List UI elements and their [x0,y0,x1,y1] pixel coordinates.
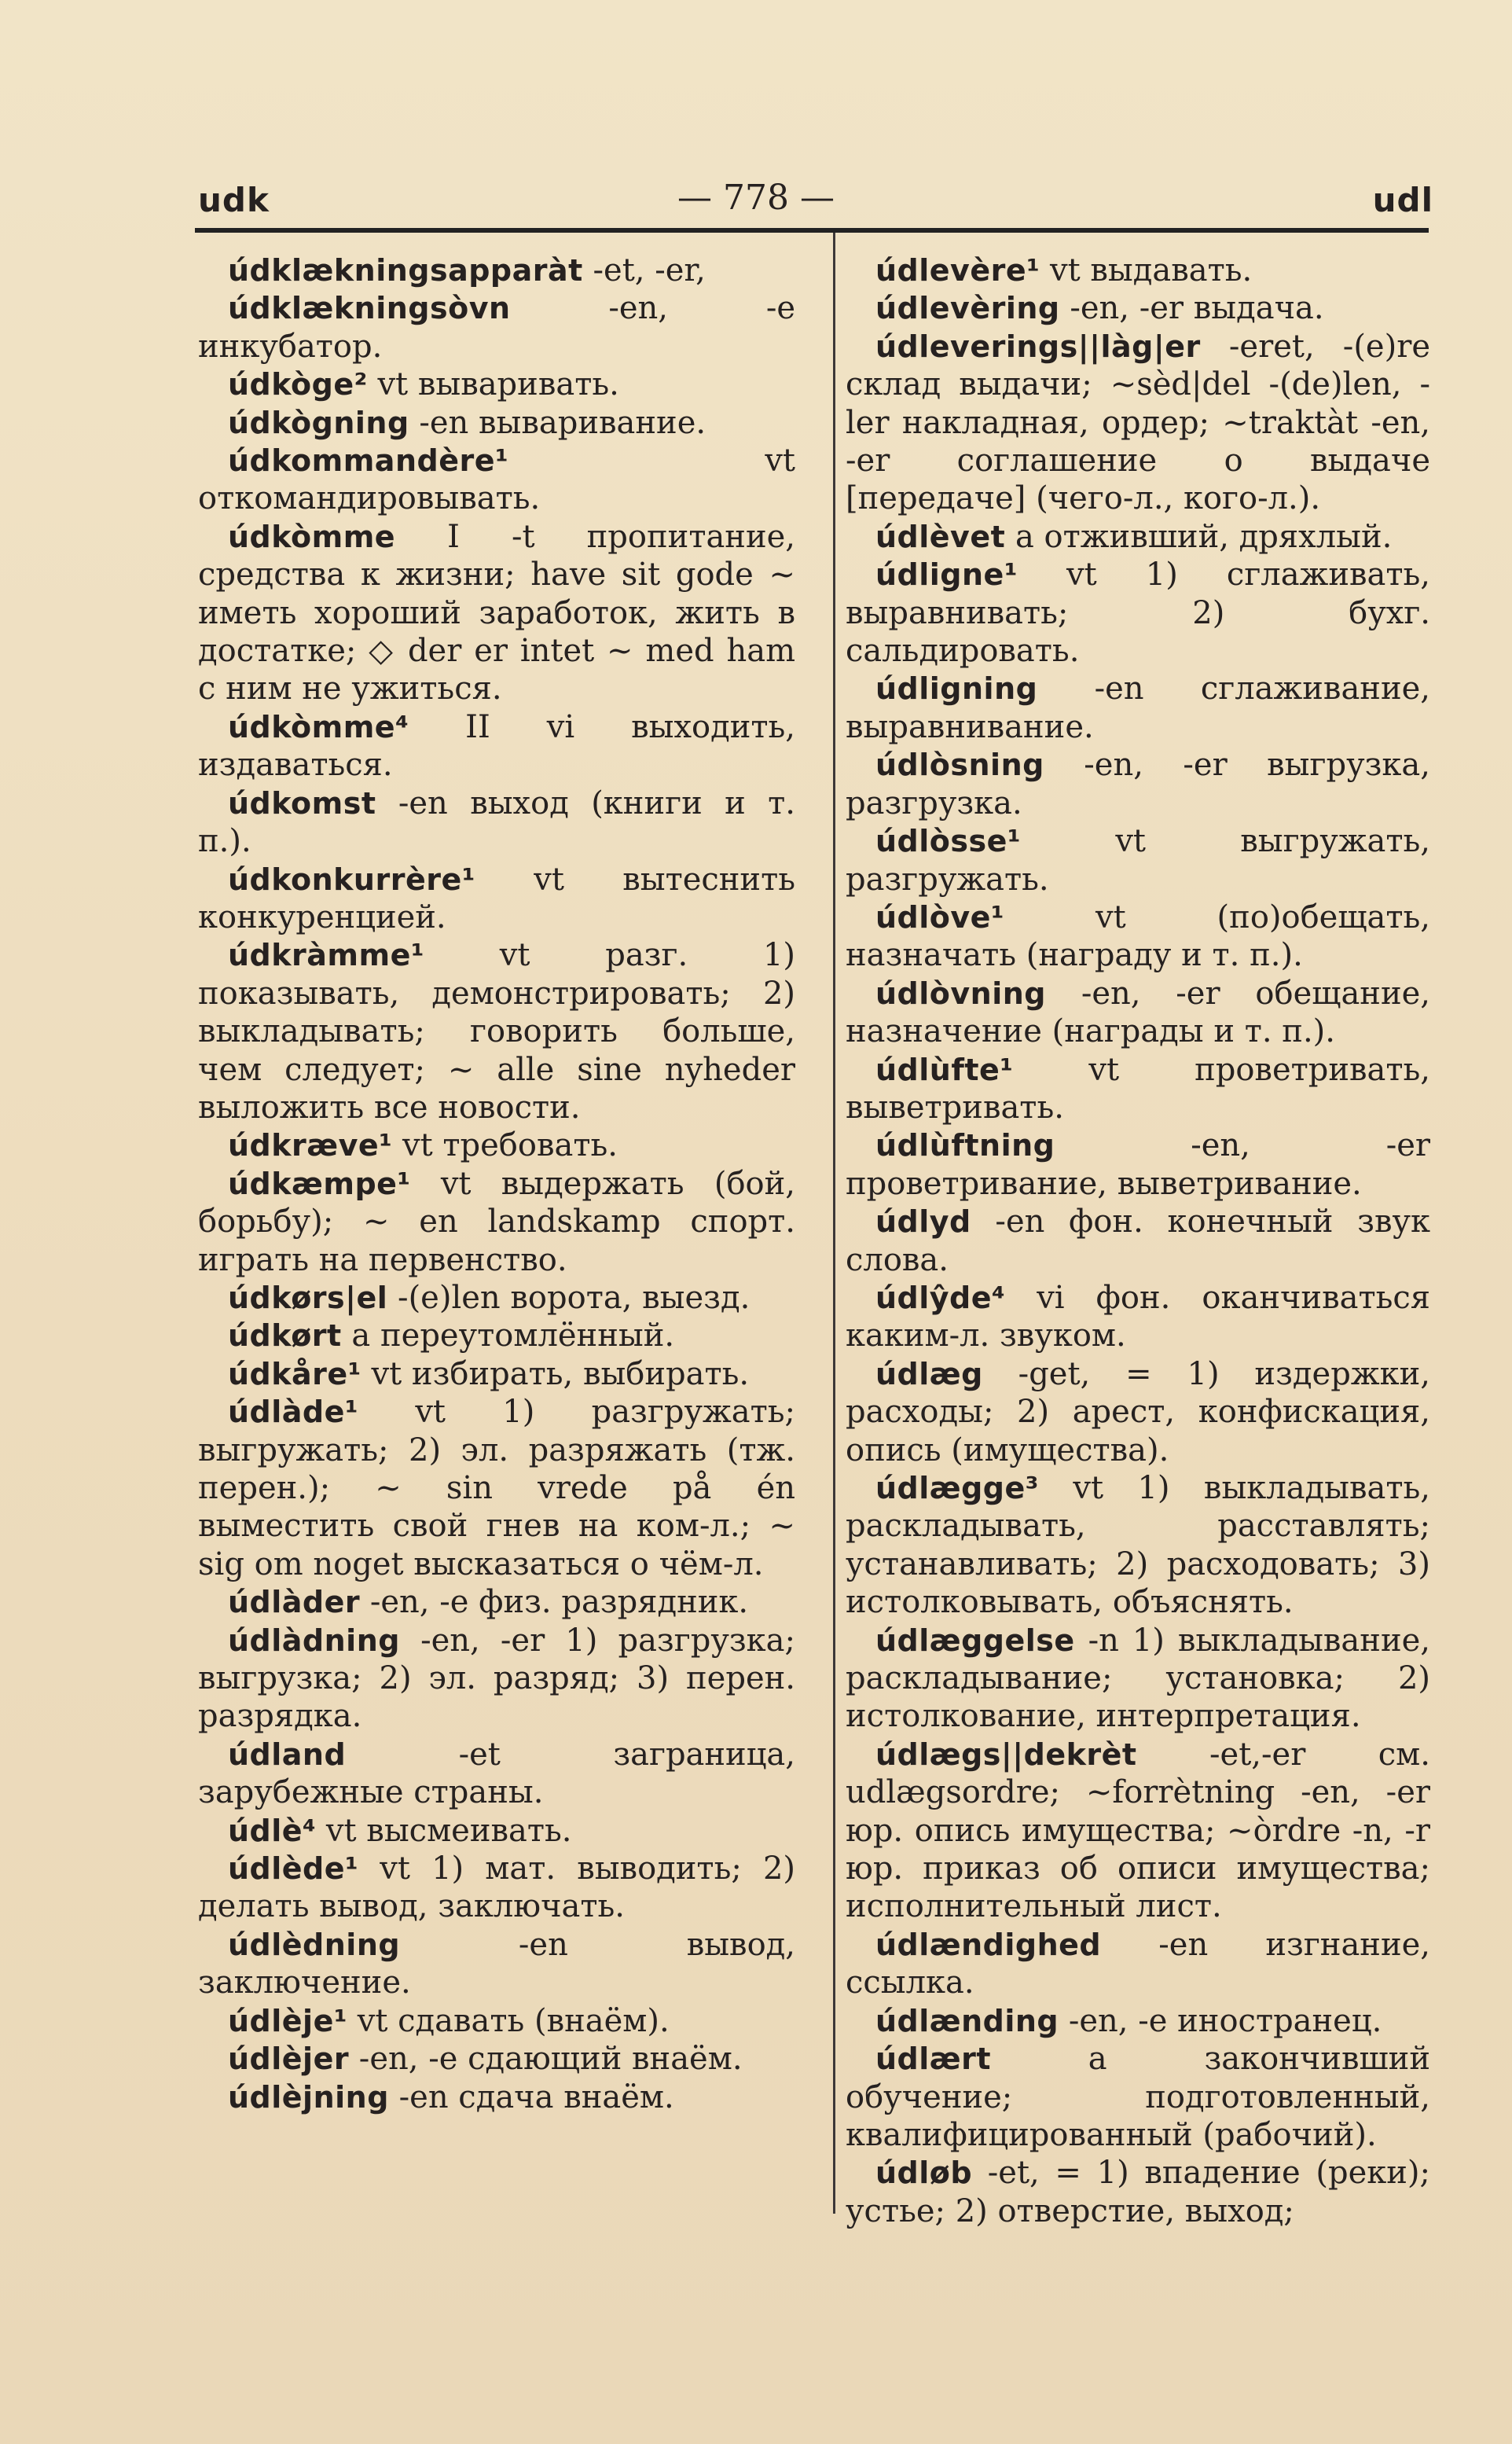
right-column [846,252,1430,2230]
entry-headword: údkomst [228,785,376,821]
dictionary-entry [198,2040,795,2078]
dictionary-entry [198,1812,795,1850]
entry-headword: údløb [875,2155,973,2191]
entry-text: -et, -er, [582,252,706,289]
entry-text: -en, -er выдача. [1059,290,1324,327]
entry-text: a переутомлённый. [341,1318,675,1354]
dictionary-entry [198,936,795,1126]
entry-text: I -t пропитание, средства к жизни; have sit gode ~ иметь хороший заработок, жить в достатке; ◇ der er intet ~ med ham с ним не ужиться. [198,518,795,707]
entry-headword: údlòsning [875,748,1044,783]
dictionary-entry [198,1583,795,1621]
entry-headword: údlèjer [228,2042,350,2077]
entry-text: vt выдержать (бой, борьбу); ~ en landskamp спорт. играть на первенство. [198,1165,795,1278]
entry-headword: údkonkurrère¹ [228,862,475,897]
entry-text: vt высмеивать. [316,1812,572,1849]
entry-headword: údlevère¹ [875,253,1040,288]
dictionary-entry [846,1203,1430,1279]
entry-headword: údlèvet [875,519,1006,554]
dictionary-entry [198,1126,795,1164]
entry-text: -en вывод, заключение. [198,1926,795,2001]
entry-headword: údlòve¹ [875,899,1005,935]
entry-text: -en сдача внаём. [388,2078,674,2115]
entry-headword: údlyd [875,1204,971,1240]
entry-headword: údligne¹ [875,557,1018,593]
entry-text: -en, -e инкубатор. [198,290,795,365]
dictionary-entry [846,822,1430,899]
dictionary-entry [846,289,1430,327]
entry-headword: údlæg [875,1356,983,1391]
entry-text: vt разг. 1) показывать, демонстрировать; 2) выкладывать; говорить больше, чем следует; ~ alle sine nyheder выложить все новости. [198,937,795,1126]
entry-headword: údlùftning [875,1128,1055,1163]
dictionary-entry [846,1736,1430,1926]
entry-text: -et, = 1) впадение (реки); устье; 2) отверстие, выход; [846,2155,1430,2229]
dictionary-entry [198,861,795,937]
dictionary-entry [846,746,1430,822]
dictionary-entry [198,1317,795,1354]
dictionary-entry [198,404,795,442]
dictionary-entry [846,1622,1430,1736]
entry-text: vt выдавать. [1040,252,1253,289]
entry-text: vt выгружать, разгружать. [846,823,1430,898]
entry-text: a отживший, дряхлый. [1005,518,1393,555]
entry-headword: údkåre¹ [228,1356,361,1391]
entry-headword: údlòsse¹ [875,824,1022,859]
entry-headword: údlændighed [875,1927,1102,1962]
dictionary-entry [846,1051,1430,1127]
entry-headword: údkommandère¹ [228,443,509,479]
dictionary-entry [198,518,795,708]
page-number: — 778 — [677,178,835,218]
entry-headword: údlàder [228,1585,361,1620]
dictionary-entry [846,670,1430,746]
dictionary-entry [198,1850,795,1926]
dictionary-entry [846,1355,1430,1469]
dictionary-entry [846,2040,1430,2154]
dictionary-entry [198,2002,795,2040]
entry-headword: údlùfte¹ [875,1052,1014,1087]
entry-text: -(e)len ворота, выезд. [387,1279,750,1316]
dictionary-entry [198,708,795,785]
entry-headword: údlænding [875,2003,1059,2038]
entry-headword: údland [228,1737,347,1772]
entry-text: -eret, -(e)re склад выдачи; ~sèd|del -(de)len, -ler накладная, ордер; ~traktàt -en, -er соглашение о выдаче [передаче] (чего-л., кого-л.). [846,328,1430,517]
entry-text: -en, -e сдающий внаём. [349,2041,743,2078]
entry-headword: údlæggelse [875,1623,1075,1658]
entry-text: -en сглаживание, выравнивание. [846,671,1430,745]
entry-text: -en вываривание. [409,404,706,441]
entry-headword: údlèjning [228,2079,389,2115]
dictionary-entry [846,252,1430,289]
entry-headword: údlært [875,2042,992,2077]
dictionary-entry [198,1622,795,1736]
dictionary-entry [198,1165,795,1279]
entry-text: -get, = 1) издержки, расходы; 2) арест, конфискация, опись (имущества). [846,1355,1430,1468]
column-divider [833,233,835,2214]
dictionary-entry [198,442,795,518]
entry-text: II vi выходить, издаваться. [198,708,795,784]
entry-headword: údlàde¹ [228,1395,359,1430]
dictionary-entry [846,899,1430,975]
dictionary-entry [846,518,1430,556]
header-rule [195,228,1429,233]
dictionary-entry [198,366,795,403]
entry-headword: údkòmme⁴ [228,709,409,744]
entry-headword: údkòmme [228,519,396,554]
entry-text: vt проветривать, выветривать. [846,1051,1430,1126]
entry-text: -en выход (книги и т. п.). [198,785,795,860]
entry-headword: údlevèring [875,291,1060,326]
dictionary-entry [198,1393,795,1583]
entry-headword: údkràmme¹ [228,938,425,973]
dictionary-entry [846,1279,1430,1355]
dictionary-entry [846,328,1430,518]
dictionary-entry [198,1926,795,2002]
dictionary-entry [846,556,1430,670]
running-head-right: udl [1372,181,1433,219]
dictionary-entry [846,1926,1430,2002]
dictionary-entry [198,1736,795,1812]
entry-text: -en фон. конечный звук слова. [846,1204,1430,1278]
running-head-left: udk [198,181,270,219]
entry-text: vt вываривать. [367,366,619,403]
entry-headword: údkògning [228,405,409,440]
left-column [198,252,795,2116]
entry-text: vt откомандировывать. [198,443,795,517]
dictionary-entry [846,2002,1430,2040]
entry-text: vt 1) мат. выводить; 2) делать вывод, заключать. [198,1850,795,1925]
entry-headword: údligning [875,671,1038,707]
entry-text: -en, -e физ. разрядник. [360,1584,749,1621]
entry-text: vt требовать. [392,1127,618,1164]
entry-text: vt сдавать (внаём). [347,2002,670,2039]
entry-headword: údlægs||dekrèt [875,1737,1137,1772]
entry-headword: údleverings||làg|er [875,329,1201,364]
entry-headword: údlè⁴ [228,1813,317,1848]
dictionary-entry [198,252,795,289]
entry-text: -en, -e иностранец. [1059,2002,1382,2039]
entry-text: vt 1) выкладывать, раскладывать, расставлять; устанавливать; 2) расходовать; 3) истолковывать, объяснять. [846,1470,1430,1621]
entry-headword: údlòvning [875,976,1046,1011]
entry-text: vt избирать, выбирать. [361,1355,750,1392]
dictionary-entry [198,1355,795,1393]
entry-headword: údlægge³ [875,1471,1039,1505]
entry-text: vt 1) разгружать; выгружать; 2) эл. разряжать (тж. перен.); ~ sin vrede på én выместить свой гнев на ком-л.; ~ sig om noget высказаться о чём-л. [198,1394,795,1582]
entry-text: vt 1) сглаживать, выравнивать; 2) бухг. сальдировать. [846,557,1430,670]
entry-text: -en, -er 1) разгрузка; выгрузка; 2) эл. разряд; 3) перен. разрядка. [198,1622,795,1735]
entry-headword: údlàdning [228,1623,400,1658]
entry-headword: údlèje¹ [228,2003,347,2038]
dictionary-entry [846,1126,1430,1203]
dictionary-entry [198,785,795,861]
entry-text: -en, -er выгрузка, разгрузка. [846,747,1430,821]
entry-headword: údkòge² [228,367,368,402]
dictionary-entry [198,2078,795,2116]
entry-headword: údklækningsapparàt [228,253,583,288]
entry-text: -en, -er обещание, назначение (награды и т. п.). [846,975,1430,1050]
entry-headword: údlèdning [228,1927,401,1962]
dictionary-entry [198,289,795,366]
dictionary-entry [846,2154,1430,2230]
entry-headword: údklækningsòvn [228,291,511,326]
entry-headword: údkræve¹ [228,1128,393,1163]
entry-text: vi фон. оканчиваться каким-л. звуком. [846,1279,1430,1354]
entry-text: -et,-er см. udlægsordre; ~forrètning -en, -er юр. опись имущества; ~òrdre -n, -r юр. приказ об описи имущества; исполнительный лист. [846,1736,1430,1925]
entry-text: vt вытеснить конкуренцией. [198,861,795,935]
entry-text: -et заграница, зарубежные страны. [198,1736,795,1811]
dictionary-entry [846,975,1430,1051]
entry-text: -en изгнание, ссылка. [846,1926,1430,2001]
entry-text: -n 1) выкладывание, раскладывание; установка; 2) истолкование, интерпретация. [846,1622,1430,1735]
entry-text: vt (по)обещать, назначать (награду и т. п.). [846,899,1430,974]
dictionary-entry [846,1469,1430,1622]
entry-headword: údkørs|el [228,1280,388,1315]
dictionary-entry [198,1279,795,1317]
entry-headword: údkørt [228,1318,342,1354]
entry-text: -en, -er проветривание, выветривание. [846,1127,1430,1202]
entry-headword: údlŷde⁴ [875,1280,1006,1315]
entry-text: a закончивший обучение; подготовленный, квалифицированный (рабочий). [846,2041,1430,2153]
entry-headword: údkæmpe¹ [228,1166,411,1201]
entry-headword: údlède¹ [228,1851,359,1887]
